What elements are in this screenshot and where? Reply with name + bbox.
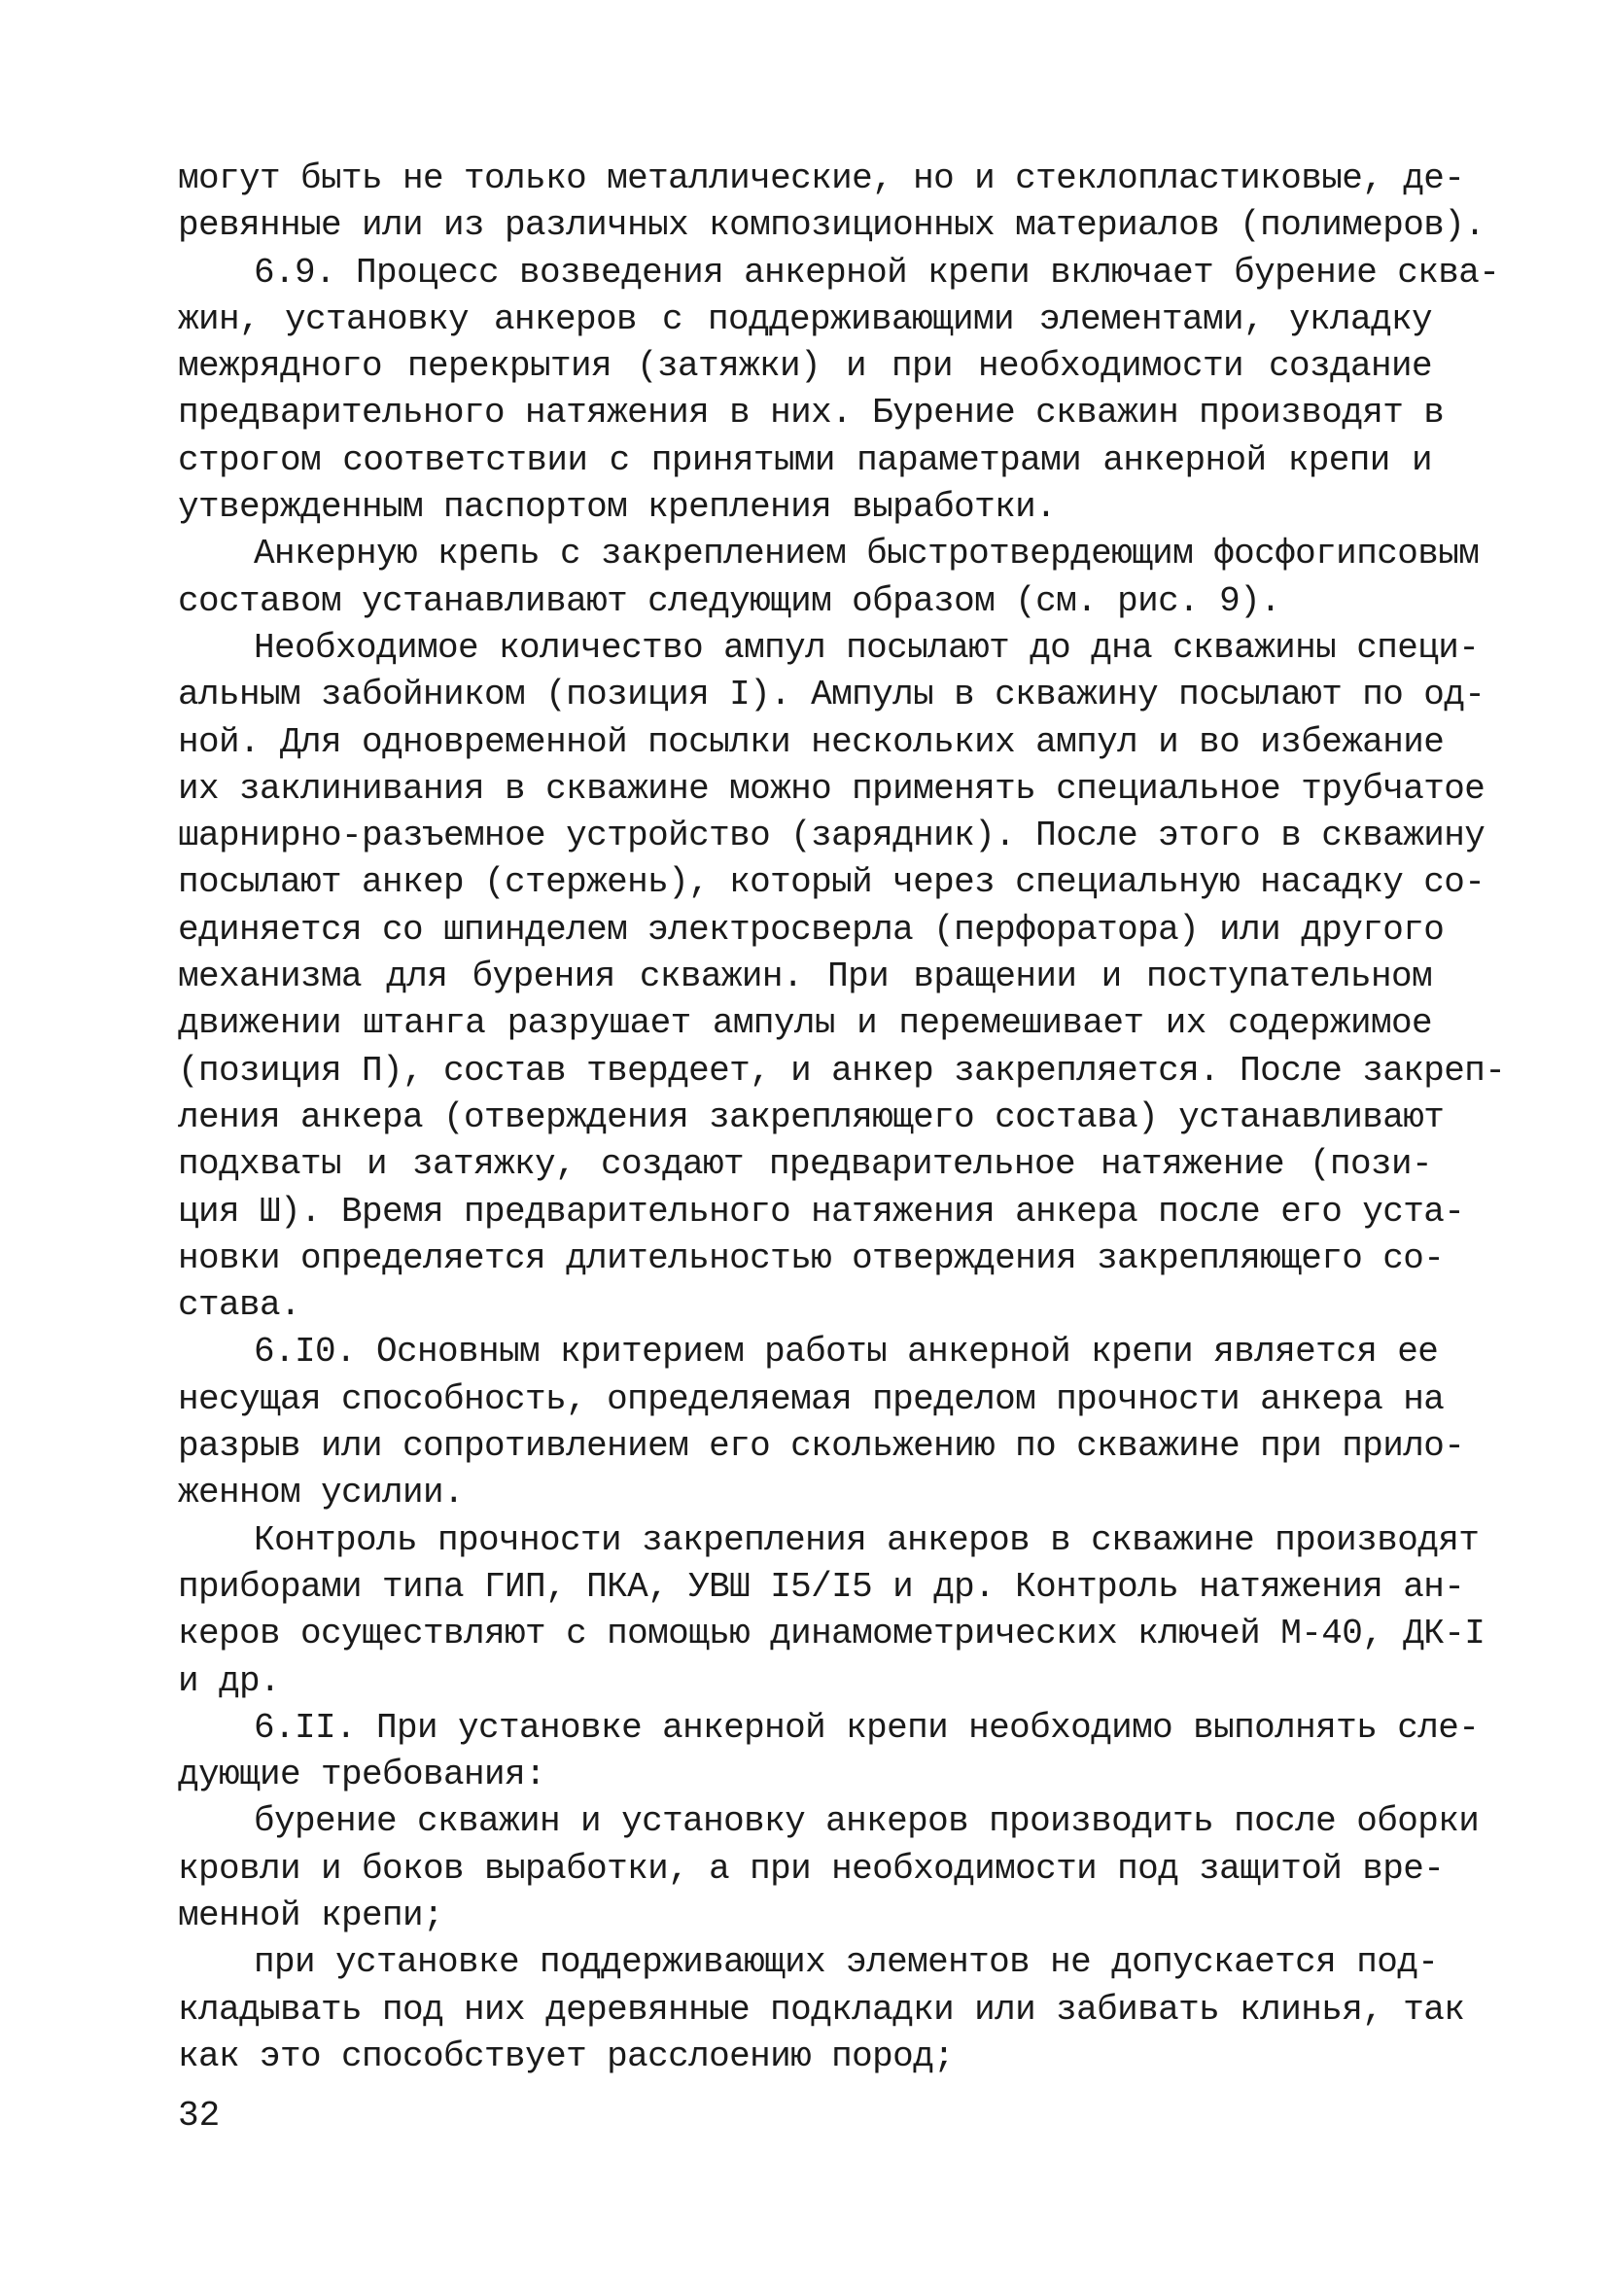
text-line: как это способствует расслоению пород; <box>178 2035 955 2076</box>
text-line: утвержденным паспортом крепления выработки. <box>178 487 1057 528</box>
text-line: могут быть не только металлические, но и стеклопластиковые, де- <box>178 158 1465 198</box>
text-line: механизма для бурения скважин. При вращении и поступательном <box>178 957 1432 997</box>
text-line: приборами типа ГИП, ПКА, УВШ I5/I5 и др. Контроль натяжения ан- <box>178 1566 1465 1607</box>
section-6-9-heading-line: 6.9. Процесс возведения анкерной крепи включает бурение сква- <box>254 252 1500 293</box>
text-line: несущая способность, определяемая пределом прочности анкера на <box>178 1378 1445 1419</box>
text-line: ревянные или из различных композиционных материалов (полимеров). <box>178 205 1486 246</box>
text-line: альным забойником (позиция I). Ампулы в скважину посылают по од- <box>178 675 1486 715</box>
text-line: движении штанга разрушает ампулы и перемешивает их содержимое <box>178 1003 1432 1044</box>
section-6-11-heading-line: 6.II. При установке анкерной крепи необходимо выполнять сле- <box>254 1707 1480 1748</box>
page-number: 32 <box>178 2096 221 2136</box>
text-line: женном усилии. <box>178 1473 465 1513</box>
text-line: шарнирно-разъемное устройство (зарядник). После этого в скважину <box>178 816 1486 856</box>
text-line: кладывать под них деревянные подкладки или забивать клинья, так <box>178 1989 1465 2030</box>
text-line: ления анкера (отверждения закрепляющего состава) устанавливают <box>178 1096 1445 1137</box>
document-page <box>178 156 1506 2177</box>
paragraph-start-line: Контроль прочности закрепления анкеров в скважине производят <box>254 1519 1480 1560</box>
paragraph-start-line: Необходимое количество ампул посылают до дна скважины специ- <box>254 627 1480 668</box>
text-line: (позиция П), состав твердеет, и анкер закрепляется. После закреп- <box>178 1050 1506 1091</box>
text-line: межрядного перекрытия (затяжки) и при необходимости создание <box>178 346 1432 387</box>
text-line: предварительного натяжения в них. Бурение скважин производят в <box>178 393 1445 434</box>
text-line: става. <box>178 1285 301 1326</box>
text-line: менной крепи; <box>178 1895 444 1935</box>
text-line: новки определяется длительностью отверждения закрепляющего со- <box>178 1237 1445 1278</box>
text-line: посылают анкер (стержень), который через специальную насадку со- <box>178 862 1486 903</box>
text-line: строгом соответствии с принятыми параметрами анкерной крепи и <box>178 439 1432 480</box>
text-line: подхваты и затяжку, создают предварительное натяжение (пози- <box>178 1144 1432 1185</box>
text-line: единяется со шпинделем электросверла (перфоратора) или другого <box>178 909 1445 950</box>
text-line: их заклинивания в скважине можно применять специальное трубчатое <box>178 768 1486 809</box>
text-line: ной. Для одновременной посылки нескольких ампул и во избежание <box>178 721 1445 762</box>
text-line: и др. <box>178 1660 281 1701</box>
text-line: составом устанавливают следующим образом (см. рис. 9). <box>178 580 1281 621</box>
text-line: ция Ш). Время предварительного натяжения анкера после его уста- <box>178 1191 1465 1232</box>
list-item-line: бурение скважин и установку анкеров производить после оборки <box>254 1801 1480 1842</box>
text-line: керов осуществляют с помощью динамометрических ключей М-40, ДК-I <box>178 1614 1486 1654</box>
text-line: кровли и боков выработки, а при необходимости под защитой вре- <box>178 1848 1445 1889</box>
text-line: жин, установку анкеров с поддерживающими элементами, укладку <box>178 298 1432 339</box>
list-item-line: при установке поддерживающих элементов не допускается под- <box>254 1942 1439 1983</box>
section-6-10-heading-line: 6.I0. Основным критерием работы анкерной крепи является ее <box>254 1332 1439 1373</box>
text-line: разрыв или сопротивлением его скольжению по скважине при прило- <box>178 1426 1465 1467</box>
paragraph-start-line: Анкерную крепь с закреплением быстротвердеющим фосфогипсовым <box>254 534 1480 574</box>
text-line: дующие требования: <box>178 1755 546 1795</box>
